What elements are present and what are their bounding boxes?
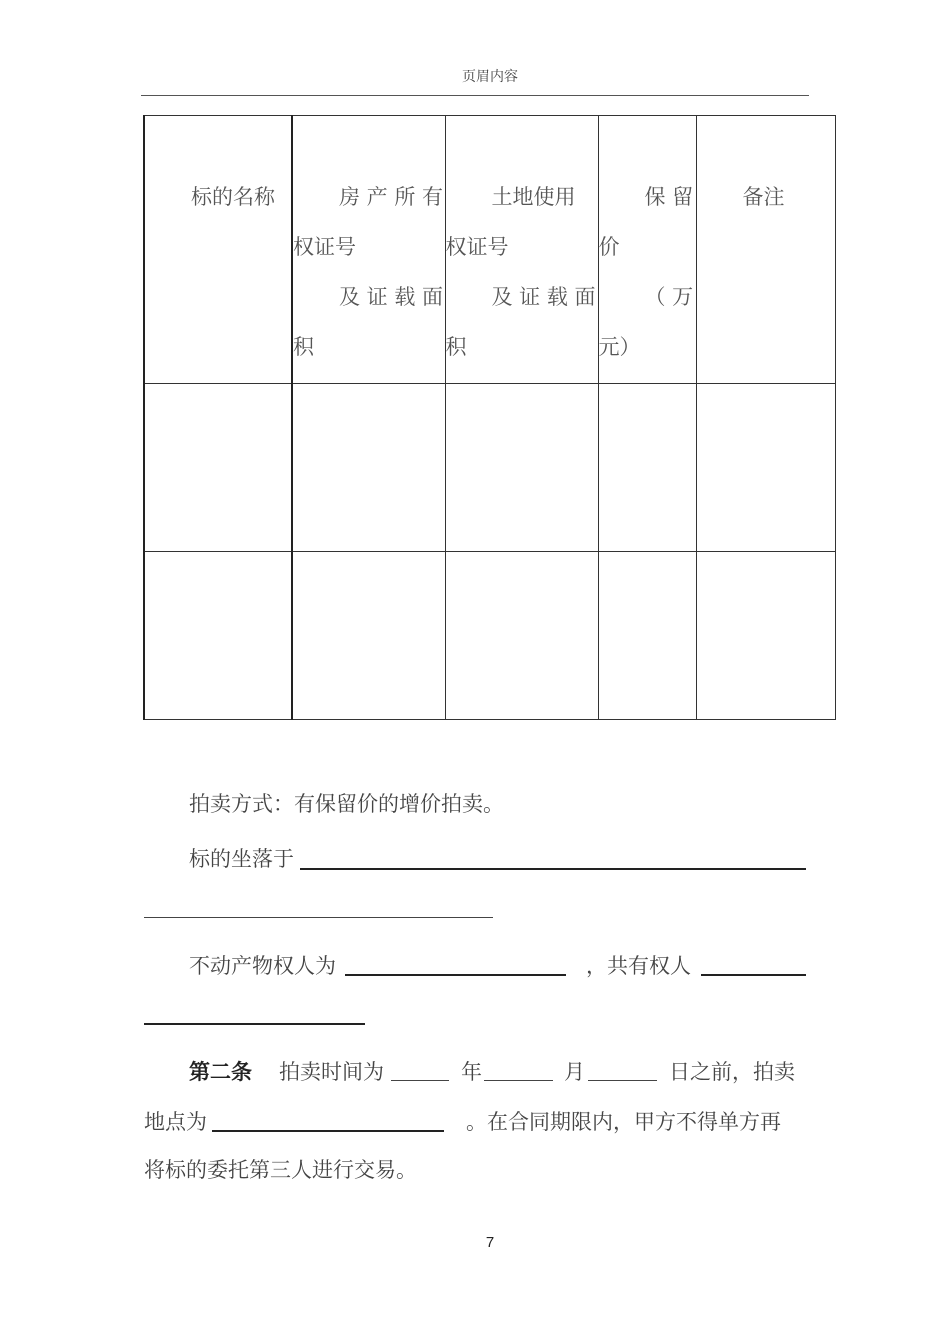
header-cell-remarks: 备注 — [696, 116, 835, 384]
month-blank[interactable] — [484, 1080, 553, 1081]
co-owner-blank-continued[interactable] — [144, 1023, 365, 1025]
auction-method: 拍卖方式：有保留价的增价拍卖。 — [189, 792, 504, 816]
day-blank[interactable] — [588, 1080, 657, 1081]
day-label: 日之前，拍卖 — [669, 1060, 795, 1084]
table-row — [144, 384, 835, 552]
header-cell-item-name: 标的名称 — [144, 116, 292, 384]
header-cell-reserve-price: 保 留 价 （ 万 元） — [598, 116, 696, 384]
owner-label: 不动产物权人为 — [189, 954, 336, 978]
place-label: 地点为 — [144, 1110, 207, 1134]
header-rule — [141, 95, 809, 96]
year-label: 年 — [461, 1060, 482, 1084]
table-cell[interactable] — [598, 384, 696, 552]
place-blank[interactable] — [212, 1130, 444, 1132]
co-owner-label: ，共有权人 — [586, 954, 691, 978]
month-label: 月 — [564, 1060, 585, 1084]
year-blank[interactable] — [391, 1080, 449, 1081]
table-cell[interactable] — [292, 384, 445, 552]
page-header: 页眉内容 — [462, 69, 518, 85]
table-cell[interactable] — [144, 552, 292, 720]
location-blank[interactable] — [300, 868, 806, 870]
place-text: 。在合同期限内，甲方不得单方再 — [466, 1110, 781, 1134]
table-cell[interactable] — [292, 552, 445, 720]
table-cell[interactable] — [696, 552, 835, 720]
table-row — [144, 552, 835, 720]
header-cell-property-cert: 房 产 所 有 权证号 及 证 载 面 积 — [292, 116, 445, 384]
table-cell[interactable] — [144, 384, 292, 552]
header-cell-land-cert: 土地使用 权证号 及 证 载 面 积 — [445, 116, 598, 384]
auction-time-label: 拍卖时间为 — [279, 1060, 384, 1084]
table-cell[interactable] — [696, 384, 835, 552]
final-line: 将标的委托第三人进行交易。 — [144, 1158, 417, 1182]
location-blank-continued[interactable] — [144, 917, 493, 918]
page-number: 7 — [485, 1234, 495, 1251]
table-cell[interactable] — [598, 552, 696, 720]
table-header-row — [144, 116, 835, 384]
article-2-title: 第二条 — [189, 1059, 252, 1084]
table-cell[interactable] — [445, 384, 598, 552]
auction-item-table — [143, 115, 836, 720]
location-label: 标的坐落于 — [189, 847, 294, 871]
owner-blank[interactable] — [345, 974, 566, 976]
co-owner-blank[interactable] — [701, 974, 806, 976]
table-cell[interactable] — [445, 552, 598, 720]
